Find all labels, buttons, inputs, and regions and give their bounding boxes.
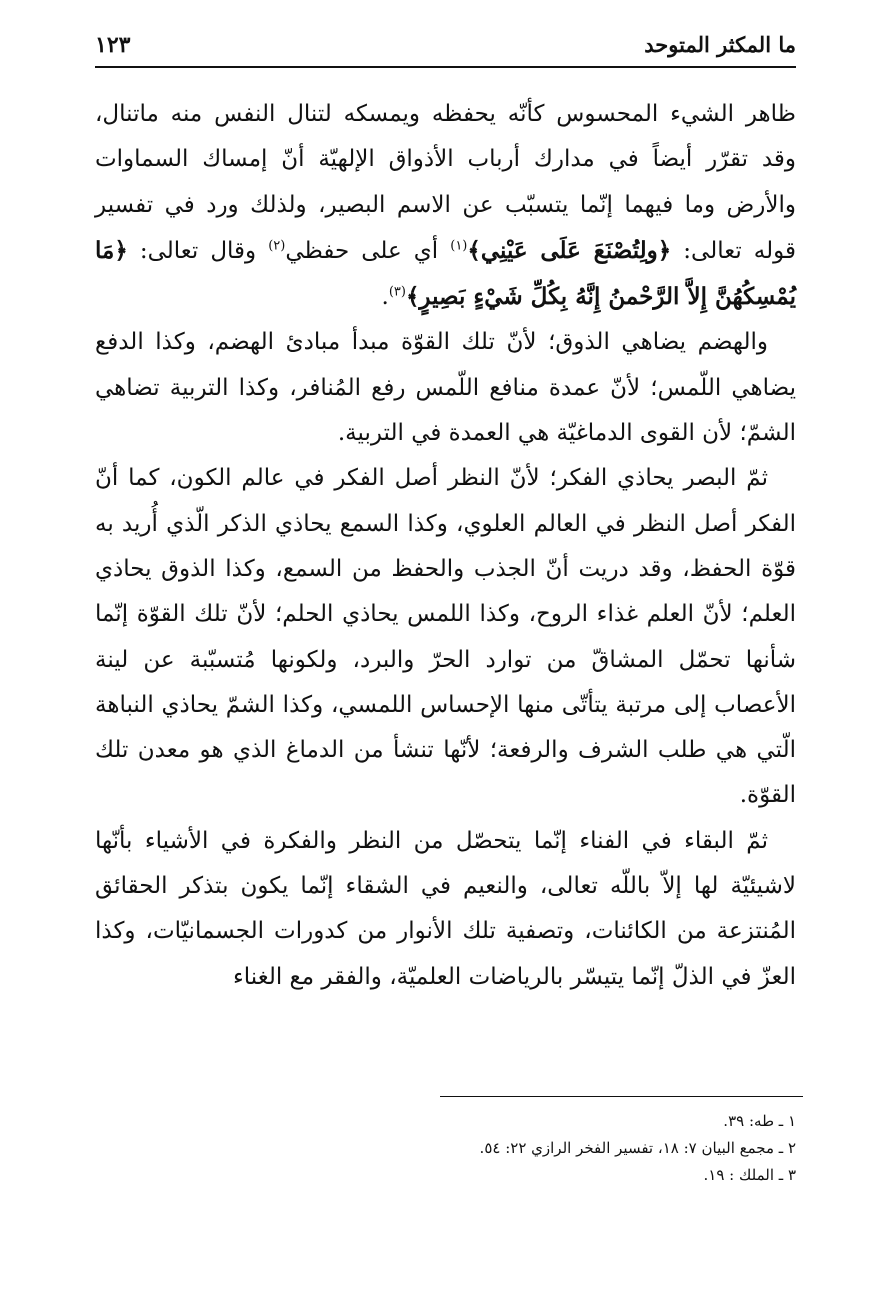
paragraph-1 (95, 92, 796, 320)
paragraph-1-text-1: ظاهر الشيء المحسوس كأنّه يحفظه ويمسكه لتنال النفس منه ماتنال، وقد تقرّر أيضاً في مدارك أرباب الأذواق الإلهيّة أنّ إمساك السماوات والأرض وما فيهما إنّما يتسبّب عن الاسم البصير، ولذلك ورد في تفسير قوله تعالى: (95, 101, 796, 264)
body-text (95, 92, 796, 1000)
quran-quote-1: ﴿ولِتُصْنَعَ عَلَى عَيْنِي﴾ (467, 236, 672, 264)
footnotes (95, 1108, 796, 1189)
paragraph-1-text-4: . (381, 284, 389, 311)
footnote-ref-2: (٢) (268, 238, 286, 254)
paragraph-1-text-2: أي على حفظي (285, 237, 451, 264)
footnote-1: ١ ـ طه: ٣٩. (723, 1112, 796, 1130)
footnote-2: ٢ ـ مجمع البيان ٧: ١٨، تفسير الفخر الرازي ٢٢: ٥٤. (479, 1139, 796, 1157)
footnote-ref-3: (٣) (388, 284, 406, 300)
page-header (95, 28, 796, 66)
paragraph-4: ثمّ البقاء في الفناء إنّما يتحصّل من النظر والفكرة في الأشياء بأنّها لاشيئيّة لها إلاّ باللّه تعالى، والنعيم في الشقاء إنّما يكون بتذكر الحقائق المُنتزعة من الكائنات، وتصفية تلك الأنوار من كدورات الجسمانيّات، وكذا العزّ في الذلّ إنّما يتيسّر بالرياضات العلميّة، والفقر مع الغناء (95, 827, 796, 990)
running-title: ما المكثر المتوحد (644, 32, 796, 57)
paragraph-2: والهضم يضاهي الذوق؛ لأنّ تلك القوّة مبدأ مبادئ الهضم، وكذا الدفع يضاهي اللّمس؛ لأنّ عمدة منافع اللّمس رفع المُنافر، وكذا التربية تضاهي الشمّ؛ لأن القوى الدماغيّة هي العمدة في التربية. (95, 329, 796, 447)
paragraph-3: ثمّ البصر يحاذي الفكر؛ لأنّ النظر أصل الفكر في عالم الكون، كما أنّ الفكر أصل النظر في العالم العلوي، وكذا السمع يحاذي الذكر الّذي أُريد به قوّة الحفظ، وقد دريت أنّ الجذب والحفظ من السمع، وكذا الذوق يحاذي العلم؛ لأنّ العلم غذاء الروح، وكذا اللمس يحاذي الحلم؛ لأنّ تلك القوّة إنّما شأنها تحمّل المشاقّ من توارد الحرّ والبرد، ولكونها مُتسبّبة عن لينة الأعصاب إلى مرتبة يتأتّى منها الإحساس اللمسي، وكذا الشمّ يحاذي النباهة الّتي هي طلب الشرف والرفعة؛ لأنّها تنشأ من الدماغ الذي هو معدن تلك القوّة. (95, 465, 796, 809)
header-rule (95, 66, 796, 68)
paragraph-1-text-3: وقال تعالى: (127, 237, 269, 264)
quran-quote-2: ﴿مَا يُمْسِكُهُنَّ إِلاَّ الرَّحْمنُ إِنَّهُ بِكُلِّ شَيْءٍ بَصِيرٍ﴾ (95, 236, 796, 311)
footnote-3: ٣ ـ الملك : ١٩. (703, 1166, 796, 1184)
footnote-ref-1: (١) (450, 238, 468, 254)
footnote-rule (440, 1096, 803, 1097)
page-number: ١٢٣ (95, 32, 131, 58)
